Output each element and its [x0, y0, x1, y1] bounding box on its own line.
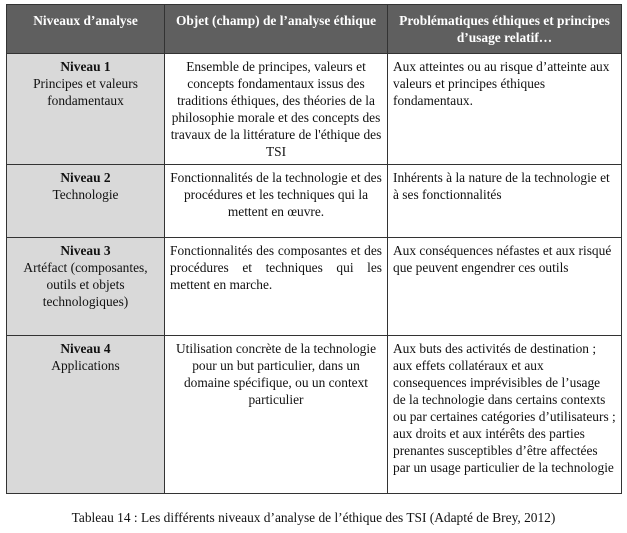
table-header-row	[7, 5, 622, 54]
level-cell	[7, 54, 165, 165]
level-cell	[7, 336, 165, 494]
header-objet: Objet (champ) de l’analyse éthique	[165, 5, 388, 54]
header-problematiques: Problématiques éthiques et principes d’usage relatif…	[388, 5, 622, 54]
table-row	[7, 238, 622, 336]
level-name: Artéfact (composantes, outils et objets technologiques)	[23, 260, 148, 309]
objet-cell: Utilisation concrète de la technologie pour un but particulier, dans un domaine spécifique, ou un context particulier	[165, 336, 388, 494]
level-number: Niveau 1	[60, 59, 111, 74]
ethics-levels-table	[6, 4, 622, 494]
header-niveaux: Niveaux d’analyse	[7, 5, 165, 54]
table-caption: Tableau 14 : Les différents niveaux d’analyse de l’éthique des TSI (Adapté de Brey, 2012)	[71, 510, 556, 525]
level-name: Principes et valeurs fondamentaux	[33, 76, 138, 108]
level-cell	[7, 238, 165, 336]
problematiques-cell: Aux conséquences néfastes et aux risqué que peuvent engendrer ces outils	[388, 238, 622, 336]
level-number: Niveau 4	[60, 341, 111, 356]
level-number: Niveau 3	[60, 243, 111, 258]
table-row	[7, 336, 622, 494]
level-name: Technologie	[52, 187, 119, 202]
problematiques-cell: Aux atteintes ou au risque d’atteinte aux valeurs et principes éthiques fondamentaux.	[388, 54, 622, 165]
table-row	[7, 165, 622, 238]
level-number: Niveau 2	[60, 170, 111, 185]
problematiques-cell: Inhérents à la nature de la technologie et à ses fonctionnalités	[388, 165, 622, 238]
objet-cell: Fonctionnalités de la technologie et des procédures et les techniques qui la mettent en œuvre.	[165, 165, 388, 238]
objet-cell: Fonctionnalités des composantes et des procédures et techniques qui les mettent en marche.	[165, 238, 388, 336]
table-row	[7, 54, 622, 165]
level-cell	[7, 165, 165, 238]
level-name: Applications	[51, 358, 120, 373]
ethics-levels-table-container	[6, 4, 621, 494]
objet-cell: Ensemble de principes, valeurs et concepts fondamentaux issus des traditions éthiques, des théories de la philosophie morale et des concepts des travaux de la littérature de l'éthique des TSI	[165, 54, 388, 165]
problematiques-cell: Aux buts des activités de destination ; aux effets collatéraux et aux consequences imprévisibles de l’usage de la technologie dans certains contexts ou par certaines catégories d’utilisateurs ; aux droits et aux intérêts des parties prenantes susceptibles d’être affectées par un usage particulier de la technologie	[388, 336, 622, 494]
